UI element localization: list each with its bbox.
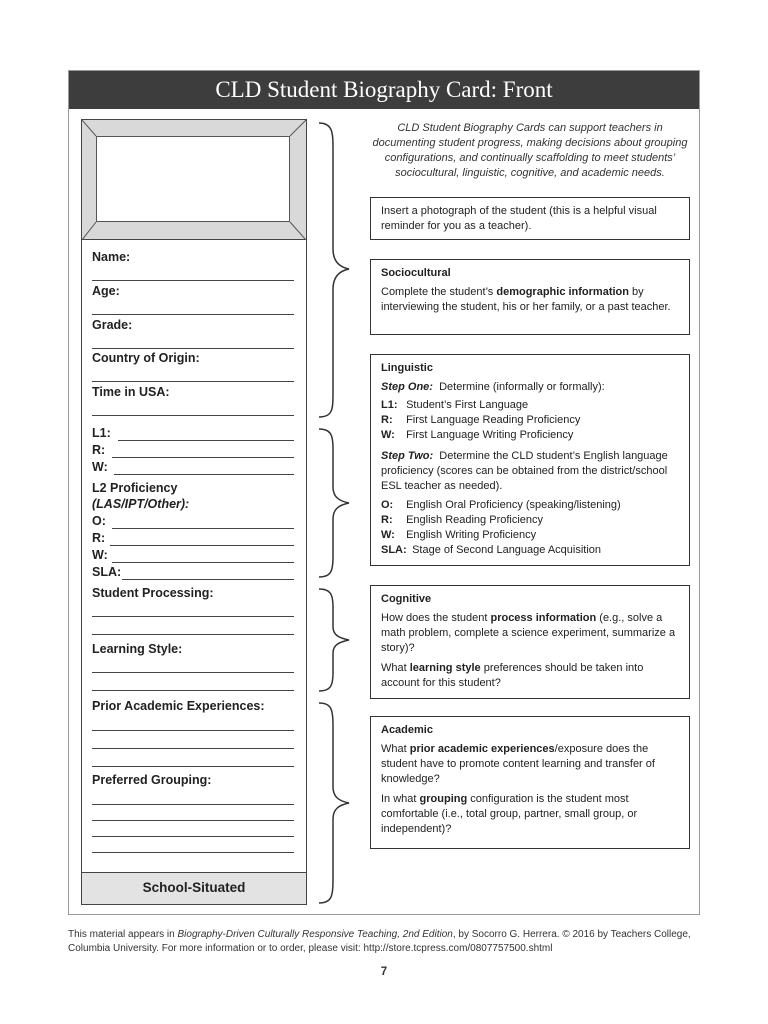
prior-line-2[interactable]: [92, 748, 294, 749]
l1-label: L1:: [92, 426, 111, 440]
learning-style-line-2[interactable]: [92, 690, 294, 691]
linguistic-heading: Linguistic: [381, 362, 433, 374]
photo-instruction-text: Insert a photograph of the student (this is a helpful visual reminder for you as a teacher).: [381, 205, 657, 232]
o-label: O:: [92, 514, 106, 528]
school-situated-footer: School-Situated: [82, 872, 306, 904]
sla-label: SLA:: [92, 565, 122, 579]
w2-line[interactable]: [112, 562, 294, 563]
list2-item: W: English Writing Proficiency: [381, 529, 537, 541]
w1-label: W:: [92, 460, 108, 474]
r1-line[interactable]: [112, 457, 294, 458]
grade-label: Grade:: [92, 318, 133, 332]
brace-sociocultural: [315, 121, 365, 421]
cognitive-heading: Cognitive: [381, 593, 432, 605]
list2-item: SLA: Stage of Second Language Acquisition: [381, 544, 602, 556]
country-line[interactable]: [92, 381, 294, 382]
step-one: Step One: Determine (informally or formally):: [381, 381, 605, 393]
r2-line[interactable]: [110, 545, 294, 546]
page-number: 7: [380, 966, 388, 978]
o-line[interactable]: [112, 528, 294, 529]
l2-proficiency-label: L2 Proficiency: [92, 481, 178, 495]
processing-label: Student Processing:: [92, 586, 214, 600]
w2-label: W:: [92, 548, 108, 562]
brace-cognitive: [315, 587, 365, 693]
sla-line[interactable]: [122, 579, 294, 580]
academic-box: [370, 716, 690, 849]
photo-area: [96, 136, 290, 222]
list1-item: L1: Student’s First Language: [381, 399, 529, 411]
prior-line-3[interactable]: [92, 766, 294, 767]
biography-card: [81, 119, 307, 905]
age-label: Age:: [92, 284, 120, 298]
academic-text-2: In what grouping configuration is the student most comfortable (i.e., total group, partner, small group, or independent)?: [381, 793, 638, 835]
processing-line-2[interactable]: [92, 634, 294, 635]
sociocultural-text: Complete the student’s demographic information by interviewing the student, his or her family, or a past teacher.: [381, 286, 671, 313]
grouping-line-4[interactable]: [92, 852, 294, 853]
academic-text-1: What prior academic experiences/exposure does the student have to promote content learning and transfer of knowledge?: [381, 743, 655, 785]
prior-line-1[interactable]: [92, 730, 294, 731]
linguistic-box: [370, 354, 690, 566]
r2-label: R:: [92, 531, 106, 545]
intro-text: CLD Student Biography Cards can support teachers in documenting student progress, making decisions about grouping configurations, and continually scaffolding to meet students’ sociocultural, linguistic, cognitive, and academic needs.: [372, 122, 688, 179]
time-in-usa-label: Time in USA:: [92, 385, 170, 399]
photo-instruction-box: [370, 197, 690, 240]
age-line[interactable]: [92, 314, 294, 315]
cognitive-text-2: What learning style preferences should be taken into account for this student?: [381, 662, 644, 689]
l1-line[interactable]: [118, 440, 294, 441]
sociocultural-heading: Sociocultural: [381, 267, 451, 279]
time-in-usa-line[interactable]: [92, 415, 294, 416]
grouping-label: Preferred Grouping:: [92, 773, 212, 787]
name-label: Name:: [92, 250, 131, 264]
card-frame: [68, 70, 700, 915]
list2-item: O: English Oral Proficiency (speaking/listening): [381, 499, 621, 511]
cognitive-text-1: How does the student process information (e.g., solve a math problem, complete a science experiment, summarize a story)?: [381, 612, 676, 654]
prior-experiences-label: Prior Academic Experiences:: [92, 699, 265, 713]
list1-item: R: First Language Reading Proficiency: [381, 414, 581, 426]
country-label: Country of Origin:: [92, 351, 200, 365]
photo-placeholder: [82, 120, 306, 240]
grouping-line-2[interactable]: [92, 820, 294, 821]
r1-label: R:: [92, 443, 106, 457]
step-two: Step Two: Determine the CLD student’s English language proficiency (scores can be obtained from the district/school ESL teacher as needed).: [381, 450, 668, 492]
grouping-line-3[interactable]: [92, 836, 294, 837]
learning-style-label: Learning Style:: [92, 642, 183, 656]
list2-item: R: English Reading Proficiency: [381, 514, 544, 526]
brace-academic: [315, 701, 365, 907]
l2-tests-label: (LAS/IPT/Other):: [92, 497, 190, 511]
sociocultural-box: [370, 259, 690, 335]
name-line[interactable]: [92, 280, 294, 281]
brace-linguistic: [315, 427, 365, 581]
grouping-line-1[interactable]: [92, 804, 294, 805]
academic-heading: Academic: [381, 724, 433, 736]
credit-line: This material appears in Biography-Driven Culturally Responsive Teaching, 2nd Edition, by Socorro G. Herrera. © 2016 by Teachers College, Columbia University. For more information or to order, please visit: http://store.tcpress.com/0807757500.shtml: [68, 929, 691, 954]
cognitive-box: [370, 585, 690, 699]
learning-style-line-1[interactable]: [92, 672, 294, 673]
w1-line[interactable]: [114, 474, 294, 475]
processing-line-1[interactable]: [92, 616, 294, 617]
page-title: CLD Student Biography Card: Front: [69, 71, 699, 109]
grade-line[interactable]: [92, 348, 294, 349]
list1-item: W: First Language Writing Proficiency: [381, 429, 574, 441]
